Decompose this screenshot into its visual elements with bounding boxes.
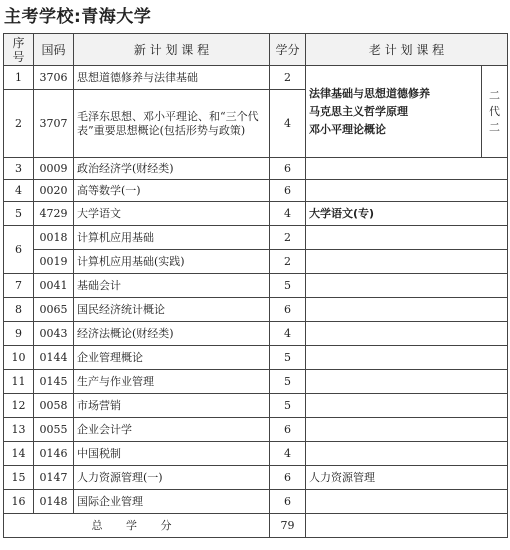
row-seq: 15 <box>4 466 34 490</box>
old-course-empty <box>306 250 508 274</box>
row-code: 0147 <box>34 466 74 490</box>
row-course: 生产与作业管理 <box>74 370 270 394</box>
row-code: 4729 <box>34 202 74 226</box>
row-course: 市场营销 <box>74 394 270 418</box>
table-row <box>4 180 508 202</box>
table-row <box>4 298 508 322</box>
total-label: 总 学 分 <box>4 514 270 538</box>
table-row <box>4 274 508 298</box>
row-seq: 6 <box>4 226 34 274</box>
row-code: 0043 <box>34 322 74 346</box>
row-course: 计算机应用基础 <box>74 226 270 250</box>
row-code: 0019 <box>34 250 74 274</box>
old-course-empty <box>306 418 508 442</box>
row-seq: 9 <box>4 322 34 346</box>
row-course: 思想道德修养与法律基础 <box>74 66 270 90</box>
row-credit: 5 <box>270 346 306 370</box>
row-code: 0058 <box>34 394 74 418</box>
header-credit: 学分 <box>270 34 306 66</box>
old-course-empty <box>306 158 508 180</box>
row-credit: 2 <box>270 250 306 274</box>
header-seq: 序号 <box>4 34 34 66</box>
row-seq: 10 <box>4 346 34 370</box>
row-seq: 14 <box>4 442 34 466</box>
row-credit: 4 <box>270 322 306 346</box>
table-row <box>4 322 508 346</box>
row-credit: 6 <box>270 298 306 322</box>
row-code: 0146 <box>34 442 74 466</box>
old-course-empty <box>306 370 508 394</box>
old-side-char: 代 <box>489 104 500 118</box>
row-seq: 12 <box>4 394 34 418</box>
row-credit: 2 <box>270 226 306 250</box>
row-seq: 8 <box>4 298 34 322</box>
table-row <box>4 66 508 90</box>
row-course: 计算机应用基础(实践) <box>74 250 270 274</box>
old-side-note <box>482 66 508 158</box>
row-course: 经济法概论(财经类) <box>74 322 270 346</box>
row-code: 3707 <box>34 90 74 158</box>
old-course-empty <box>306 226 508 250</box>
old-course-empty <box>306 346 508 370</box>
row-credit: 6 <box>270 490 306 514</box>
row-seq: 5 <box>4 202 34 226</box>
old-course-block <box>306 66 482 158</box>
total-row <box>4 514 508 538</box>
row-code: 0018 <box>34 226 74 250</box>
row-seq: 13 <box>4 418 34 442</box>
row-code: 0144 <box>34 346 74 370</box>
table-row <box>4 442 508 466</box>
header-code: 国码 <box>34 34 74 66</box>
table-row <box>4 418 508 442</box>
row-course: 人力资源管理(一) <box>74 466 270 490</box>
row-credit: 6 <box>270 180 306 202</box>
course-table <box>3 33 508 538</box>
old-side-char: 二 <box>489 88 500 102</box>
row-code: 0020 <box>34 180 74 202</box>
row-code: 0041 <box>34 274 74 298</box>
row-credit: 4 <box>270 90 306 158</box>
old-course-item: 马克思主义哲学原理 <box>309 104 408 118</box>
table-row <box>4 158 508 180</box>
row-credit: 5 <box>270 274 306 298</box>
old-course-empty <box>306 274 508 298</box>
row-credit: 6 <box>270 418 306 442</box>
old-course-item: 法律基础与思想道德修养 <box>309 86 430 100</box>
row-seq: 1 <box>4 66 34 90</box>
table-row <box>4 370 508 394</box>
row-seq: 4 <box>4 180 34 202</box>
row-course: 国际企业管理 <box>74 490 270 514</box>
row-code: 0009 <box>34 158 74 180</box>
total-value: 79 <box>270 514 306 538</box>
old-course-empty <box>306 490 508 514</box>
table-header-row <box>4 34 508 66</box>
row-credit: 2 <box>270 66 306 90</box>
row-code: 0148 <box>34 490 74 514</box>
old-side-char: 二 <box>489 120 500 134</box>
old-course-chinese: 大学语文(专) <box>306 202 508 226</box>
old-course-item: 邓小平理论概论 <box>309 122 386 136</box>
row-code: 0065 <box>34 298 74 322</box>
table-row <box>4 250 508 274</box>
row-credit: 6 <box>270 466 306 490</box>
row-course: 大学语文 <box>74 202 270 226</box>
row-credit: 6 <box>270 158 306 180</box>
row-code: 3706 <box>34 66 74 90</box>
row-code: 0055 <box>34 418 74 442</box>
table-row <box>4 346 508 370</box>
row-course: 毛泽东思想、邓小平理论、和“三个代表”重要思想概论(包括形势与政策) <box>74 90 270 158</box>
row-seq: 7 <box>4 274 34 298</box>
row-course: 国民经济统计概论 <box>74 298 270 322</box>
row-course: 政治经济学(财经类) <box>74 158 270 180</box>
old-course-empty <box>306 394 508 418</box>
header-new-course: 新 计 划 课 程 <box>74 34 270 66</box>
row-course: 基础会计 <box>74 274 270 298</box>
row-credit: 5 <box>270 394 306 418</box>
table-row <box>4 394 508 418</box>
table-row <box>4 226 508 250</box>
table-row <box>4 202 508 226</box>
row-seq: 11 <box>4 370 34 394</box>
row-course: 高等数学(一) <box>74 180 270 202</box>
row-credit: 5 <box>270 370 306 394</box>
row-course: 企业会计学 <box>74 418 270 442</box>
row-course: 企业管理概论 <box>74 346 270 370</box>
row-seq: 2 <box>4 90 34 158</box>
row-credit: 4 <box>270 442 306 466</box>
row-credit: 4 <box>270 202 306 226</box>
old-course-empty <box>306 442 508 466</box>
old-course-hr: 人力资源管理 <box>306 466 508 490</box>
old-course-empty <box>306 322 508 346</box>
old-course-empty <box>306 298 508 322</box>
row-seq: 16 <box>4 490 34 514</box>
old-course-empty <box>306 514 508 538</box>
table-row <box>4 490 508 514</box>
table-row <box>4 466 508 490</box>
header-old-course: 老 计 划 课 程 <box>306 34 508 66</box>
old-course-empty <box>306 180 508 202</box>
page-title: 主考学校:青海大学 <box>4 7 152 27</box>
row-seq: 3 <box>4 158 34 180</box>
row-course: 中国税制 <box>74 442 270 466</box>
row-code: 0145 <box>34 370 74 394</box>
